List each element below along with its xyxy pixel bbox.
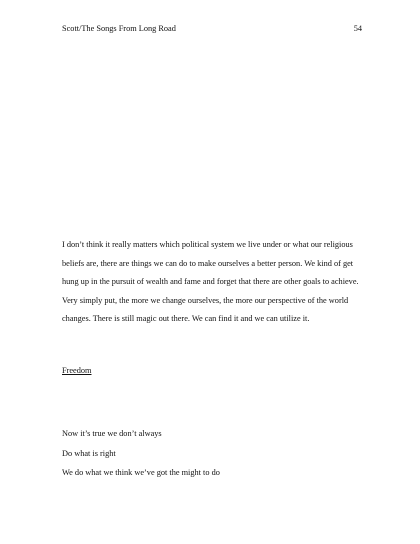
body-paragraph bbox=[62, 236, 374, 329]
paragraph-line: beliefs are, there are things we can do to make ourselves a better person. We kind of get bbox=[62, 258, 354, 268]
section-heading: Freedom bbox=[62, 366, 92, 375]
paragraph-line: hung up in the pursuit of wealth and fame and forget that there are other goals to achieve. bbox=[62, 277, 359, 286]
header-title: Scott/The Songs From Long Road bbox=[62, 24, 176, 33]
poem-stanza bbox=[62, 424, 220, 483]
page-number: 54 bbox=[353, 24, 362, 33]
poem-line: We do what we think we’ve got the might to do bbox=[62, 468, 220, 477]
paragraph-line: changes. There is still magic out there. We can find it and we can utilize it. bbox=[62, 314, 310, 323]
running-header bbox=[62, 24, 362, 38]
poem-line: Do what is right bbox=[62, 448, 116, 458]
paragraph-line: I don’t think it really matters which political system we live under or what our religious bbox=[62, 240, 353, 249]
paragraph-line: Very simply put, the more we change ourselves, the more our perspective of the world bbox=[62, 295, 349, 305]
poem-line: Now it’s true we don’t always bbox=[62, 429, 162, 438]
